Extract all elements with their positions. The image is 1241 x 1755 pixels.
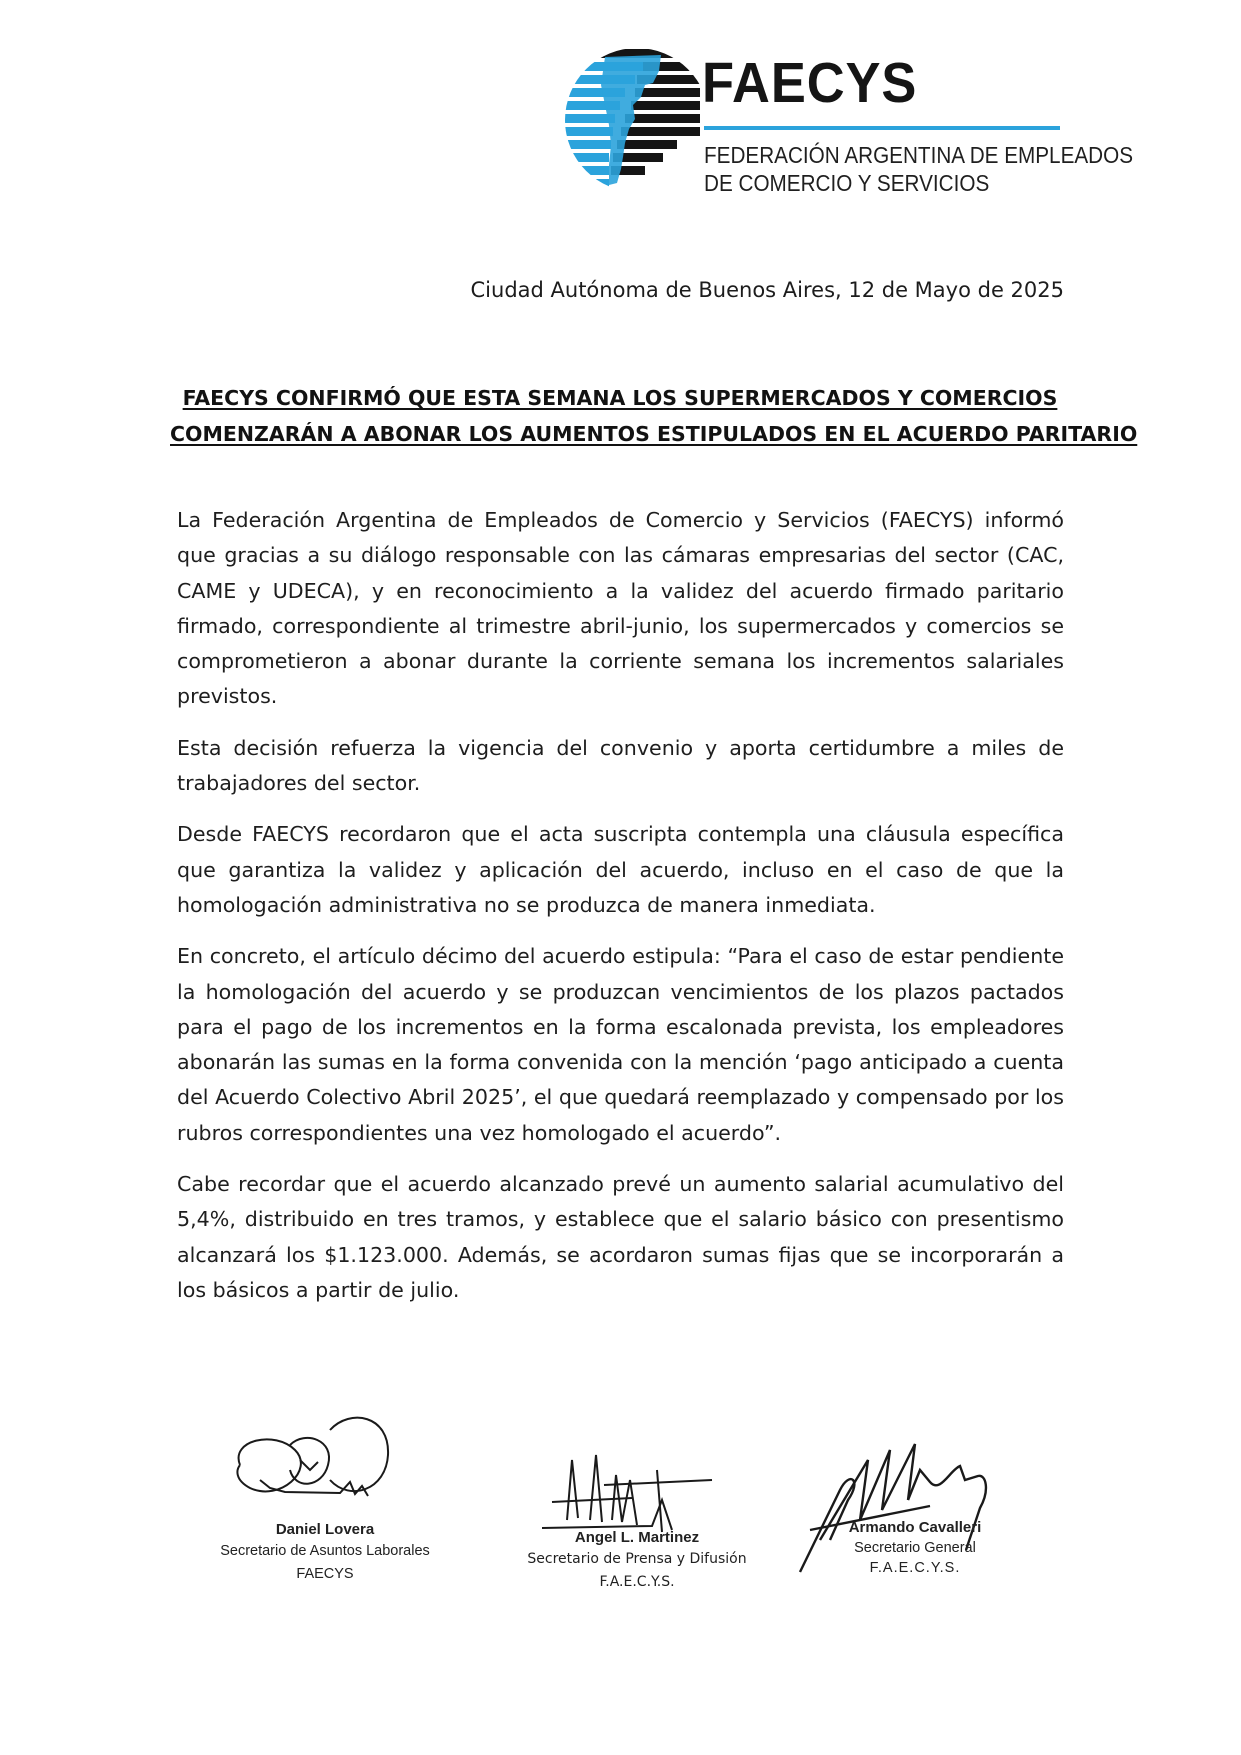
faecys-logo — [565, 45, 1134, 205]
paragraph: Cabe recordar que el acuerdo alcanzado prevé un aumento salarial acumulativo del 5,4%, distribuido en tres tramos, y establece que el salario básico con presentismo alcanzará los $1.123.000. Además, se acordaron sumas fijas que se incorporarán a los básicos a partir de julio. — [177, 1172, 1064, 1302]
handwritten-signature — [512, 1440, 762, 1540]
headline-line1: FAECYS CONFIRMÓ QUE ESTA SEMANA LOS SUPERMERCADOS Y COMERCIOS — [182, 386, 1058, 410]
logo-divider — [704, 126, 1060, 130]
signer-org: FAECYS — [296, 1566, 354, 1582]
signer-org: F.A.E.C.Y.S. — [599, 1574, 675, 1590]
headline-line2: COMENZARÁN A ABONAR LOS AUMENTOS ESTIPULADOS EN EL ACUERDO PARITARIO — [170, 422, 1138, 446]
signature-block-martinez — [512, 1440, 762, 1610]
signer-name: Armando Cavalleri — [848, 1519, 982, 1536]
handwritten-signature — [200, 1410, 450, 1520]
paragraph: Desde FAECYS recordaron que el acta suscripta contempla una cláusula específica que garantiza la validez y aplicación del acuerdo, incluso en el caso de que la homologación administrativa no se produzca de manera inmediata. — [177, 822, 1064, 917]
faecys-striped-map-emblem — [565, 45, 700, 195]
signer-role: Secretario de Asuntos Laborales — [220, 1543, 430, 1559]
paragraph: En concreto, el artículo décimo del acuerdo estipula: “Para el caso de estar pendiente la homologación del acuerdo y se produzcan vencimientos de los plazos pactados para el pago de los incrementos en la forma escalonada prevista, los empleadores abonarán las sumas en la forma convenida con la mención ‘pago anticipado a cuenta del Acuerdo Colectivo Abril 2025’, el que quedará reemplazado y compensado por los rubros correspondientes una vez homologado el acuerdo”. — [177, 944, 1064, 1145]
headline — [170, 380, 1138, 452]
logo-full-name-line1: FEDERACIÓN ARGENTINA DE EMPLEADOS — [704, 142, 1134, 168]
signer-name: Daniel Lovera — [275, 1521, 375, 1538]
signer-org: F.A.E.C.Y.S. — [869, 1560, 961, 1576]
paragraph: Esta decisión refuerza la vigencia del convenio y aporta certidumbre a miles de trabajadores del sector. — [177, 735, 1064, 796]
signature-block-lovera — [200, 1410, 450, 1600]
logo-acronym: FAECYS — [702, 51, 918, 115]
logo-full-name-line2: DE COMERCIO Y SERVICIOS — [704, 170, 990, 196]
signer-name: Angel L. Martinez — [574, 1529, 700, 1546]
paragraph: La Federación Argentina de Empleados de Comercio y Servicios (FAECYS) informó que gracias a su diálogo responsable con las cámaras empresarias del sector (CAC, CAME y UDECA), y en reconocimiento a la validez del acuerdo firmado paritario firmado, correspondiente al trimestre abril-junio, los supermercados y comercios se comprometieron a abonar durante la corriente semana los incrementos salariales previstos. — [177, 508, 1064, 709]
signature-block-cavalleri — [790, 1430, 1040, 1610]
article-body — [177, 503, 1064, 1324]
signer-role: Secretario General — [854, 1540, 976, 1556]
signer-role: Secretario de Prensa y Difusión — [527, 1551, 747, 1567]
dateline: Ciudad Autónoma de Buenos Aires, 12 de Mayo de 2025 — [470, 278, 1064, 302]
